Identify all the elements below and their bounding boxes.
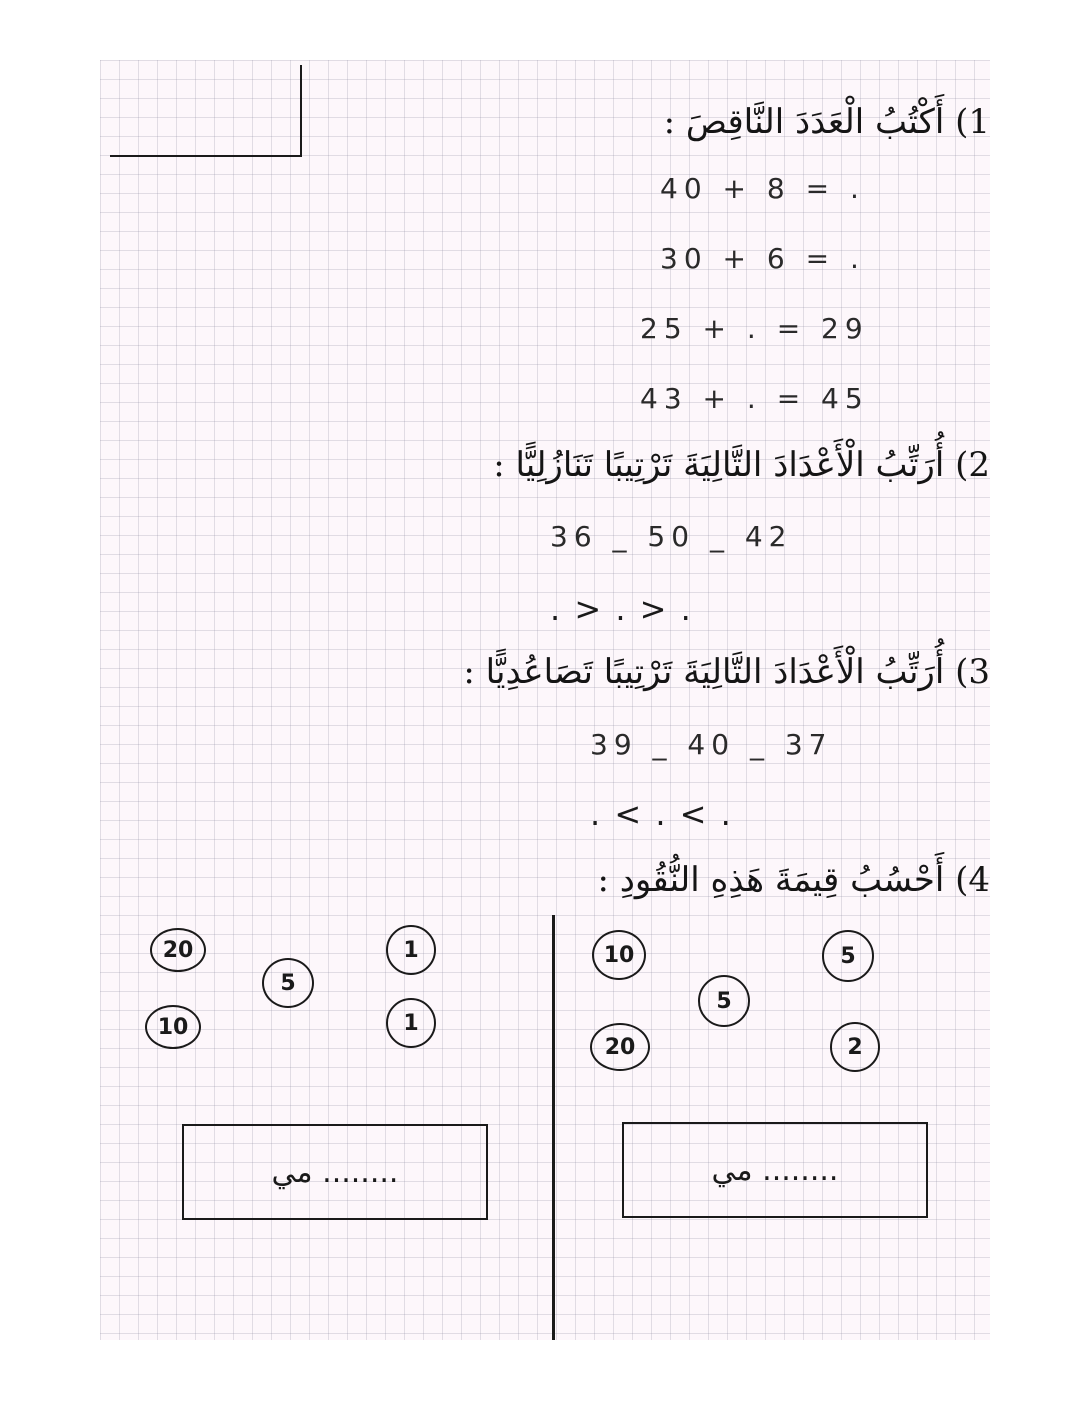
right-answer-box[interactable]: [622, 1122, 928, 1218]
section-4-heading: [597, 860, 990, 900]
worksheet: [100, 60, 990, 1340]
section-1-title: أَكْتُبُ الْعَدَدَ النَّاقِصَ :: [663, 102, 945, 142]
section-4-title: أَحْسُبُ قِيمَةَ هَذِهِ النُّقُودِ :: [597, 860, 945, 900]
coin-divider: [552, 915, 555, 1340]
section-2-number: 2): [955, 445, 990, 485]
left-answer-text: ........ مي: [271, 1154, 399, 1190]
section-3-title: أُرَتِّبُ الْأَعْدَادَ التَّالِيَةَ تَرْتِيبًا تَصَاعُدِيًّا :: [463, 652, 945, 692]
coin-left-1: 20: [150, 928, 206, 972]
section-3-answer-template: . < . < .: [590, 795, 733, 833]
equation-1: 40 + 8 = .: [660, 172, 865, 205]
coin-left-3: 5: [262, 958, 314, 1008]
section-1-number: 1): [955, 102, 990, 142]
section-2-heading: [493, 445, 990, 485]
coin-left-5: 1: [386, 998, 436, 1048]
equation-4: 43 + . = 45: [640, 382, 869, 415]
right-answer-text: ........ مي: [711, 1152, 839, 1188]
left-answer-box[interactable]: [182, 1124, 488, 1220]
coin-left-4: 1: [386, 925, 436, 975]
coin-right-2: 20: [590, 1023, 650, 1071]
coin-right-4: 5: [822, 930, 874, 982]
section-3-number: 3): [955, 652, 990, 692]
coin-right-1: 10: [592, 930, 646, 980]
section-3-heading: [463, 652, 990, 692]
coin-right-5: 2: [830, 1022, 880, 1072]
coin-left-2: 10: [145, 1005, 201, 1049]
equation-2: 30 + 6 = .: [660, 242, 865, 275]
section-2-answer-template: . > . > .: [550, 590, 693, 628]
section-3-numbers: 39 _ 40 _ 37: [590, 728, 833, 761]
section-1-heading: [664, 102, 990, 142]
name-box: [110, 65, 302, 157]
section-2-numbers: 36 _ 50 _ 42: [550, 520, 793, 553]
equation-3: 25 + . = 29: [640, 312, 869, 345]
section-4-number: 4): [955, 860, 990, 900]
coin-right-3: 5: [698, 975, 750, 1027]
section-2-title: أُرَتِّبُ الْأَعْدَادَ التَّالِيَةَ تَرْتِيبًا تَنَازُلِيًّا :: [493, 445, 945, 485]
